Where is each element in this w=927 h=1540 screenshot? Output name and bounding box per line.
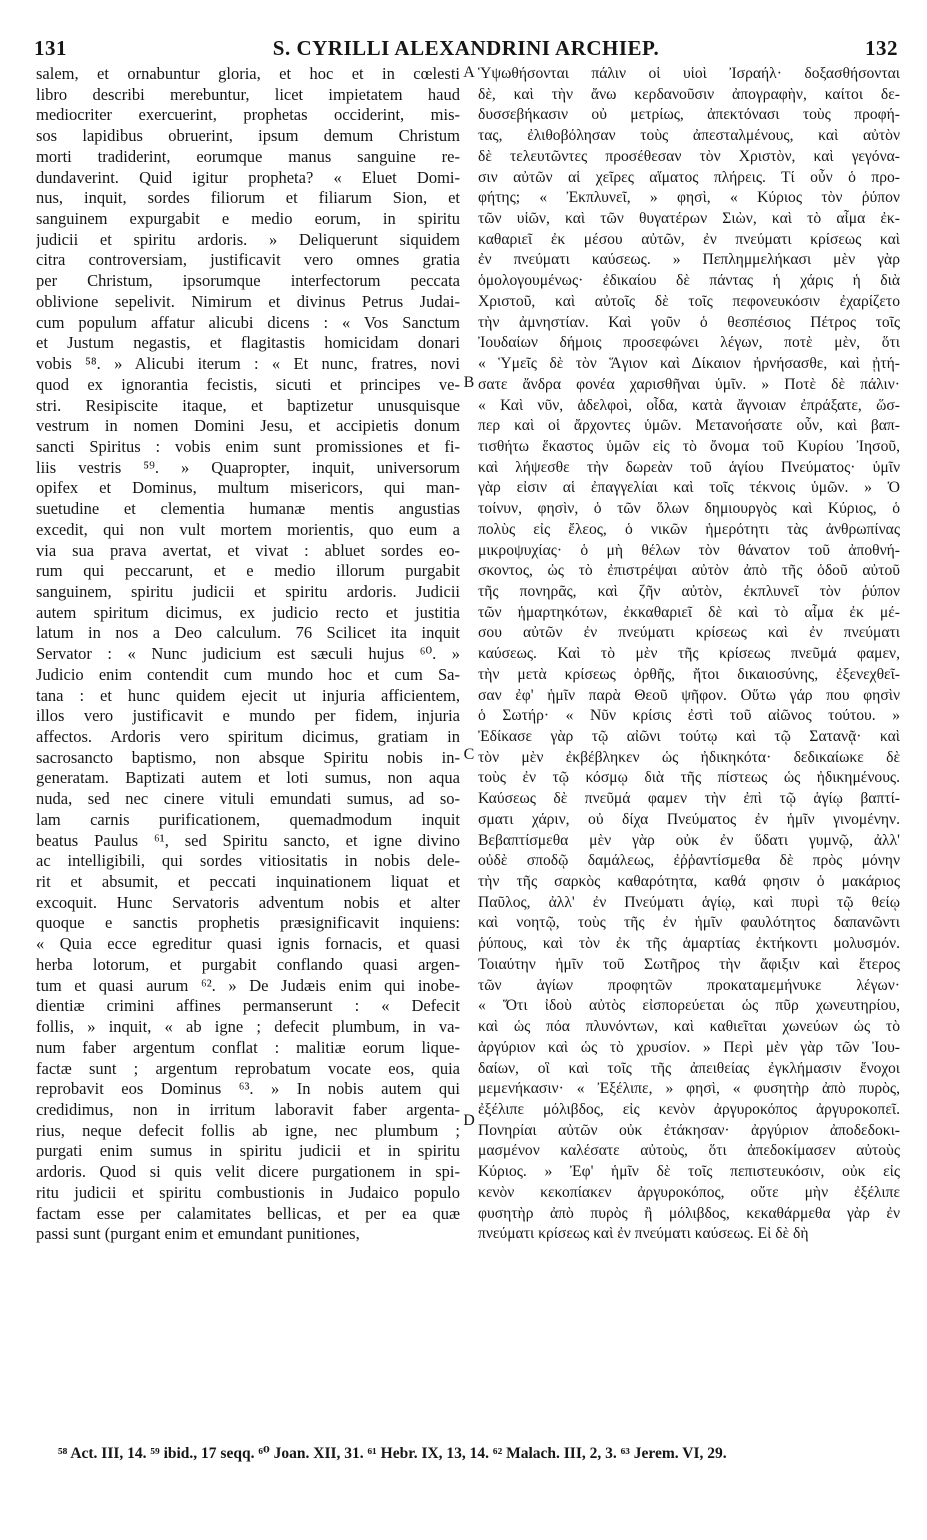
text-line: τῶν υἱῶν, καὶ τῶν θυγατέρων Σιὼν, καὶ τὸ αἷμα ἐκ- <box>478 210 900 228</box>
text-line: τας, ἐλιθοβόλησαν τοὺς ἀπεσταλμένους, καὶ αὐτὸν <box>478 127 900 145</box>
text-line: δυσσεβήκασιν οὐ μετρίως, ἀπεκτόνασι τοὺς προφή- <box>478 106 900 124</box>
text-line: περ καὶ οἱ ἄρχοντες ὑμῶν. Μετανοήσατε οὖν, καὶ βαπ- <box>478 417 900 435</box>
text-line: τῆς πονηρᾶς, καὶ ζῆν αὐτὸν, ἐκπλυνεῖ τὸν ῥύπον <box>478 582 900 600</box>
text-line: μεμενήκασιν· « Ἐξέλιπε, » φησὶ, « φυσητὴρ ἀπὸ πυρὸς, <box>478 1080 900 1098</box>
text-line: καὶ ὡς πόα πλυνόντων, καὶ καθιεῖται χωνεύων ὡς τὸ <box>478 1018 900 1036</box>
text-line: « Quia ecce egreditur quasi ignis fornacis, et quasi <box>36 934 460 954</box>
margin-marker-b: B <box>463 374 475 391</box>
text-line: « Καὶ νῦν, ἀδελφοὶ, οἶδα, κατὰ ἄγνοιαν ἐπράξατε, ὥσ- <box>478 396 900 414</box>
text-line: excoquit. Hunc Servatoris adventum nobis et alter <box>36 892 460 912</box>
text-line: μικροψυχίας· ὁ μὴ θέλων τὸν θάνατον τοῦ ἀποθνή- <box>478 541 900 559</box>
text-line: Παῦλος, ἀλλ' ἐν Πνεύματι ἁγίῳ, καὶ πυρὶ τῷ θείῳ <box>478 893 900 911</box>
text-line: nus, inquit, sordes filiorum et filiarum Sion, et <box>36 188 460 208</box>
text-line: σιν αὐτῶν αἱ χεῖρες αἵματος πλήρεις. Τί οὖν ὁ προ- <box>478 168 900 186</box>
text-line: affectos. Ardoris vero spiritum dicimus, gratiam in <box>36 727 460 746</box>
text-line: τὴν τῆς σαρκὸς καθαρότητα, καθά φησιν ὁ μακάριος <box>478 873 900 891</box>
text-line: ὁμολογουμένως· ἐδικαίου δὲ πάντας ἡ χάρις ἡ διὰ <box>478 272 900 290</box>
text-line: rum qui peccarunt, et e medio illorum purgabit <box>36 561 460 581</box>
text-line: cum populum affatur alicubi dicens : « Vos Sanctum <box>36 312 460 332</box>
text-line: καὶ λήψεσθε τὴν δωρεὰν τοῦ ἁγίου Πνεύματος· ὑμῖν <box>478 458 900 476</box>
text-line: factam esse per calamitates bellicas, et per ea quæ <box>36 1203 460 1223</box>
text-line: Ἰουδαίων δήμοις προσεφώνει λέγων, ποτὲ μὲν, ὅτι <box>478 334 900 352</box>
latin-text-column <box>36 64 460 1245</box>
text-line: τοὺς ἐν τῷ κόσμῳ διὰ τῆς πίστεως ὡς ἠδικημένους. <box>478 769 900 787</box>
text-line: liis vestris ⁵⁹. » Quapropter, inquit, universorum <box>36 457 460 477</box>
text-line: ῥύπους, καὶ τὸν ἐκ τῆς ἁμαρτίας ἐκτήκοντι μολυσμόν. <box>478 935 900 953</box>
text-line: γὰρ εἰσιν αἱ ἐπαγγελίαι καὶ τοῖς τέκνοις ὑμῶν. » Ὁ <box>478 479 900 497</box>
text-line: δαίων, οἳ καὶ τοῖς τῆς ἀπειθείας ἐγκλήμασιν ἔνοχοι <box>478 1059 900 1077</box>
text-line: rit et absumit, et peccati inquinationem liquat et <box>36 872 460 892</box>
text-line: sos lapidibus obruerint, ipsum demum Christum <box>36 126 460 146</box>
text-line: generatam. Baptizati autem et loti sumus, non aqua <box>36 768 460 788</box>
text-line: latum in nos a Deo calculum. 76 Scilicet ita inquit <box>36 623 460 643</box>
text-line: beatus Paulus ⁶¹, sed Spiritu sancto, et igne divino <box>36 830 460 850</box>
text-line: σου αὐτῶν ἐν πνεύματι κρίσεως καὶ ἐν πνεύματι <box>478 624 900 642</box>
text-line: ac intelligibili, qui sordes vitiositatis in nobis dele- <box>36 851 460 871</box>
text-line: oblivione sepelivit. Nimirum et divinus Petrus Judai- <box>36 291 460 311</box>
text-line: φήτης; « Ἐκπλυνεῖ, » φησὶ, « Κύριος τὸν ῥύπον <box>478 189 900 207</box>
text-line: sanguinem expurgabit e medio eorum, in spiritu <box>36 209 460 229</box>
text-line: « Ὑμεῖς δὲ τὸν Ἅγιον καὶ Δίκαιον ἠρνήσασθε, καὶ ᾐτή- <box>478 355 900 373</box>
text-line: πνεύματι κρίσεως καὶ ἐν πνεύματι καύσεως. Εἰ δὲ δὴ <box>478 1225 809 1243</box>
running-title: S. CYRILLI ALEXANDRINI ARCHIEP. <box>272 36 660 60</box>
text-line: σματι χάριν, οὐ δίχα Πνεύματος ἐν ἡμῖν γινομένην. <box>478 810 900 828</box>
text-line: passi sunt (purgant enim et emundant punitiones, <box>36 1224 360 1244</box>
text-line: τὴν ἀμνηστίαν. Καὶ γοῦν ὁ θεσπέσιος Πέτρος τοῖς <box>478 313 900 331</box>
text-line: ἀργύριον καὶ ὡς τὸ χρυσίον. » Περὶ μὲν γὰρ τῶν Ἰου- <box>478 1038 900 1056</box>
text-line: rius, neque defecit follis ab igne, nec plumbum ; <box>36 1120 460 1140</box>
text-line: οὐδὲ σποδῷ δαμάλεως, ἐῤῥαντίσμεθα δὲ πρὸς μόνην <box>478 852 900 870</box>
text-line: κενὸν κεκοπίακεν ἀργυροκόπος, οὔτε μὴν ἐξέλιπε <box>478 1183 900 1201</box>
text-line: καθαριεῖ ἐκ μέσου αὐτῶν, ἐν πνεύματι κρίσεως καὶ <box>478 230 900 248</box>
text-line: καύσεως. Καὶ τὸ μὲν τῆς κρίσεως πνεῦμά φαμεν, <box>478 645 900 663</box>
text-line: Πονηρίαι αὐτῶν οὐκ ἐτάκησαν· ἀργύριον ἀποδεδοκι- <box>478 1121 900 1139</box>
text-line: illos vero justificavit e mundo per fidem, injuria <box>36 706 460 726</box>
text-line: libro describi merebuntur, licet impietatem haud <box>36 84 460 104</box>
text-line: τοίνυν, φησὶν, ὁ τῶν ὅλων δημιουργὸς καὶ Κύριος, ὁ <box>478 500 900 518</box>
text-line: citra controversiam, justificavit vero omnes gratia <box>36 250 460 270</box>
text-line: nuda, sed nec cinere vituli emundati sumus, ad so- <box>36 789 460 809</box>
text-line: σατε ἄνδρα φονέα χαρισθῆναι ὑμῖν. » Ποτὲ δὲ πάλιν· <box>478 375 900 393</box>
text-line: Ὑψωθήσονται πάλιν οἱ υἱοὶ Ἰσραήλ· δοξασθήσονται <box>478 65 900 82</box>
text-line: ritu judicii et spiritu combustionis in Judaico populo <box>36 1182 460 1202</box>
text-line: σαν ἐφ' ἡμῖν παρὰ Θεοῦ ψῆφον. Οὕτω γάρ που φησὶν <box>478 686 900 704</box>
text-line: suetudine et clementia humanæ mentis angustias <box>36 499 460 519</box>
text-line: lam carnis purificationem, quemadmodum inquit <box>36 809 460 829</box>
text-line: sancti Spiritus : vobis enim sunt promissiones et fi- <box>36 436 460 456</box>
text-line: morti tradiderint, eorumque manus sanguine re- <box>36 146 460 166</box>
text-line: τὸν μὲν ἐκβέβληκεν ὡς ἠδικηκότα· δεδικαίωκε δὲ <box>478 748 900 766</box>
text-line: opifex et Dominus, multum misericors, qui man- <box>36 478 460 498</box>
margin-marker-a: A <box>463 64 475 81</box>
text-line: judicii et spiritu ardoris. » Deliquerunt siquidem <box>36 229 460 249</box>
text-line: factæ sunt ; argentum reprobatum vocate eos, quia <box>36 1058 460 1078</box>
text-line: et Justum negastis, et flagitastis homicidam donari <box>36 333 460 353</box>
text-line: quoque e sanctis prophetis præsignificavit inquiens: <box>36 913 460 933</box>
text-line: credidimus, non in irritum laboravit faber argenta- <box>36 1099 460 1119</box>
margin-marker-d: D <box>463 1112 475 1129</box>
text-line: Κύριος. » Ἐφ' ἡμῖν δὲ τοῖς πεπιστευκόσιν, οὐκ εἰς <box>478 1163 900 1181</box>
text-line: τισθήτω ἕκαστος ὑμῶν εἰς τὸ ὄνομα τοῦ Κυρίου Ἰησοῦ, <box>478 437 900 455</box>
text-line: Βεβαπτίσμεθα μὲν γὰρ οὐκ ἐν ὕδατι γυμνῷ, ἀλλ' <box>478 831 900 849</box>
page-number-left: 131 <box>34 36 67 60</box>
page-number-right: 132 <box>865 36 898 60</box>
text-line: purgati enim sumus in spiritu judicii et in spiritu <box>36 1141 460 1161</box>
text-line: φυσητὴρ ἀπὸ πυρὸς ἢ μόλιβδος, κεκαθάρμεθα γὰρ ἐν <box>478 1204 900 1222</box>
footnotes: ⁵⁸ Act. III, 14. ⁵⁹ ibid., 17 seqq. ⁶⁰ Joan. XII, 31. ⁶¹ Hebr. IX, 13, 14. ⁶² Malach. III, 2, 3. ⁶³ Jerem. VI, 29. <box>58 1445 727 1462</box>
text-line: sanguinem, spiritu judicii et spiritu ardoris. Judicii <box>36 581 460 601</box>
text-line: ἐξέλιπε μόλιβδος, εἰς κενὸν ἀργυροκόπος ἀργυροκοπεῖ. <box>478 1100 900 1118</box>
text-line: per Christum, ipsorumque interfectorum peccata <box>36 271 460 291</box>
text-line: excedit, qui non vult mortem morientis, quo eum a <box>36 519 460 539</box>
text-line: καὶ νοητῷ, τοὺς τῆς ἐν ἡμῖν φαυλότητος δαπανῶντι <box>478 914 900 932</box>
text-line: reprobavit eos Dominus ⁶³. » In nobis autem qui <box>36 1079 460 1099</box>
margin-marker-c: C <box>463 746 475 763</box>
text-line: « Ὅτι ἰδοὺ αὐτὸς εἰσπορεύεται ὡς πῦρ χωνευτηρίου, <box>478 997 900 1015</box>
text-line: Τοιαύτην ἡμῖν τοῦ Σωτῆρος τὴν ἄφιξιν καὶ ἕτερος <box>478 955 900 973</box>
text-line: vestrum in nomen Domini Jesu, et accipietis donum <box>36 416 460 436</box>
text-line: πολὺς εἰς ἔλεος, ὁ νικῶν ἡμερότητι τὰς ἀνθρωπίνας <box>478 520 900 538</box>
text-line: follis, » inquit, « ab igne ; defecit plumbum, in va- <box>36 1017 460 1037</box>
text-line: ὁ Σωτήρ· « Νῦν κρίσις ἐστὶ τοῦ αἰῶνος τούτου. » <box>478 707 900 725</box>
text-line: Judicio enim contendit cum mundo hoc et cum Sa- <box>36 664 460 684</box>
text-line: Ἐδίκασε γὰρ τῷ αἰῶνι τούτῳ καὶ τῷ Σατανᾷ· καὶ <box>478 728 900 745</box>
text-line: tana : et hunc quidem ejecit ut injuria afficientem, <box>36 685 460 705</box>
text-line: vobis ⁵⁸. » Alicubi iterum : « Et nunc, fratres, novi <box>36 354 460 374</box>
text-line: salem, et ornabuntur gloria, et hoc et in cœlesti <box>36 64 460 83</box>
text-line: δὲ τελευτῶντες προσέθεσαν τὸν Χριστὸν, καὶ γεγόνα- <box>478 147 900 165</box>
text-line: σκοντος, ὡς τὸ ἐπιστρέψαι αὐτὸν ἀπὸ τῆς ὁδοῦ αὐτοῦ <box>478 562 900 580</box>
text-line: sacrosancto baptismo, non absque Spiritu nobis in- <box>36 747 460 767</box>
text-line: ardoris. Quod si quis velit dicere purgationem in spi- <box>36 1162 460 1182</box>
text-line: Servator : « Nunc judicium est sæculi hujus ⁶⁰. » <box>36 644 460 664</box>
text-line: dientiæ crimini affines permanserunt : « Defecit <box>36 996 460 1016</box>
text-line: τὴν μετὰ κρίσεως ὀρθῆς, ἤτοι δικαιοσύνης, ἐξενεχθεῖ- <box>478 665 900 683</box>
text-line: Χριστοῦ, καὶ αὐτοῖς δὲ τοῖς πεφονευκόσιν ἐχαρίζετο <box>478 292 900 310</box>
text-line: quod ex ignorantia fecistis, sicuti et principes ve- <box>36 374 460 394</box>
text-line: stri. Resipiscite itaque, et baptizetur unusquisque <box>36 395 460 415</box>
text-line: Καύσεως δὲ πνεῦμά φαμεν τὴν ἐπὶ τῷ ἁγίῳ βαπτί- <box>478 790 900 808</box>
text-line: dundaverint. Quid igitur propheta? « Eluet Domi- <box>36 167 460 187</box>
text-line: δὲ, καὶ τὴν ἄνω κερδανοῦσιν ἀπογραφὴν, καίτοι δε- <box>478 85 900 103</box>
text-line: num faber argentum conflat : malitiæ eorum lique- <box>36 1037 460 1057</box>
text-line: mediocriter exercuerint, prophetas occiderint, mis- <box>36 105 460 125</box>
text-line: herba lotorum, et purgabit conflando quasi argen- <box>36 954 460 974</box>
text-line: μασμένον καλέσατε αὐτοὺς, ὅτι ἀπεδοκίμασεν αὐτοὺς <box>478 1142 900 1160</box>
text-line: autem spiritum dicimus, ex judicio recto et justitia <box>36 602 460 622</box>
text-line: ἐν πνεύματι καύσεως. » Πεπλημμελήκασι μὲν γὰρ <box>478 251 900 269</box>
text-line: via sua prava avertat, et vivat : abluet sordes eo- <box>36 540 460 560</box>
text-line: τῶν ἡμαρτηκότων, ἐκκαθαριεῖ δὲ καὶ τὸ αἷμα ἐκ μέ- <box>478 603 900 621</box>
greek-text-column <box>478 64 900 1245</box>
text-line: τῶν ἁγίων προφητῶν προκαταμεμήνυκε λέγων· <box>478 976 900 994</box>
page-header <box>34 36 898 62</box>
text-line: tum et quasi aurum ⁶². » De Judæis enim qui inobe- <box>36 975 460 995</box>
